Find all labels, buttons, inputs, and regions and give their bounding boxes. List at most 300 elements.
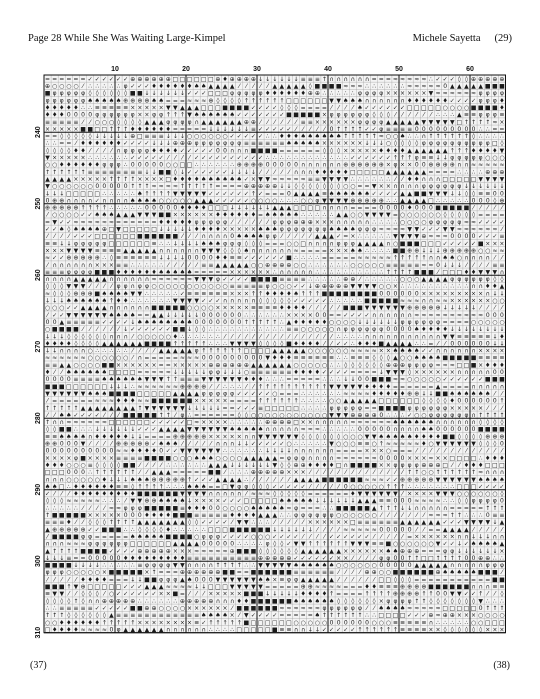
stitch-symbol: 0 bbox=[472, 197, 476, 204]
stitch-symbol: φ bbox=[415, 362, 419, 369]
stitch-symbol: × bbox=[407, 455, 412, 462]
stitch-symbol: ▼ bbox=[336, 176, 341, 183]
stitch-symbol: ▼ bbox=[457, 476, 462, 483]
stitch-symbol: □ bbox=[265, 498, 271, 505]
stitch-symbol: ≈ bbox=[336, 584, 341, 591]
stitch-symbol: ▲ bbox=[187, 390, 192, 397]
stitch-symbol: ∴ bbox=[372, 233, 376, 240]
stitch-symbol: ■ bbox=[343, 305, 349, 312]
stitch-symbol: ∩ bbox=[443, 419, 447, 426]
stitch-symbol: ♠ bbox=[215, 240, 220, 247]
stitch-symbol: ♦ bbox=[315, 340, 320, 347]
stitch-symbol: ≈ bbox=[66, 541, 71, 548]
stitch-symbol: ⁄ bbox=[279, 233, 284, 240]
stitch-symbol: × bbox=[59, 126, 64, 133]
stitch-symbol: ≈ bbox=[166, 383, 171, 390]
stitch-symbol: □ bbox=[393, 612, 399, 619]
stitch-symbol: ⊕ bbox=[372, 412, 377, 419]
stitch-symbol: ↓ bbox=[492, 333, 497, 340]
stitch-symbol: ≡ bbox=[95, 104, 100, 111]
stitch-symbol: ≡ bbox=[379, 519, 384, 526]
stitch-symbol: ≈ bbox=[308, 426, 313, 433]
stitch-symbol: □ bbox=[464, 362, 470, 369]
stitch-symbol: ∴ bbox=[315, 390, 319, 397]
stitch-symbol: ▲ bbox=[145, 519, 150, 526]
stitch-symbol: ♠ bbox=[450, 255, 455, 262]
stitch-symbol: ✓ bbox=[215, 169, 220, 176]
stitch-symbol: ♠ bbox=[329, 133, 334, 140]
stitch-symbol: ♠ bbox=[343, 97, 348, 104]
stitch-symbol: = bbox=[66, 398, 71, 405]
stitch-symbol: ◊ bbox=[96, 519, 99, 526]
stitch-symbol: ∩ bbox=[400, 312, 404, 319]
stitch-symbol: ≡ bbox=[286, 369, 291, 376]
stitch-symbol: φ bbox=[479, 90, 483, 97]
stitch-symbol: ⁄ bbox=[81, 83, 86, 90]
stitch-symbol: ✓ bbox=[393, 104, 398, 111]
stitch-symbol: φ bbox=[493, 562, 497, 569]
stitch-symbol: ◊ bbox=[117, 90, 120, 97]
stitch-symbol: ∩ bbox=[187, 562, 191, 569]
stitch-symbol: ≡ bbox=[88, 605, 93, 612]
stitch-symbol: ♠ bbox=[379, 605, 384, 612]
stitch-symbol: ■ bbox=[371, 298, 377, 305]
stitch-symbol: ◊ bbox=[103, 90, 106, 97]
stitch-symbol: ♦ bbox=[322, 462, 327, 469]
stitch-symbol: ≡ bbox=[223, 555, 228, 562]
stitch-symbol: ↑ bbox=[230, 348, 235, 355]
stitch-symbol: 0 bbox=[365, 376, 369, 383]
stitch-symbol: φ bbox=[415, 462, 419, 469]
stitch-symbol: ↑ bbox=[109, 298, 114, 305]
stitch-symbol: ◊ bbox=[330, 183, 333, 190]
stitch-symbol: ≡ bbox=[393, 584, 398, 591]
stitch-symbol: ■ bbox=[236, 104, 242, 111]
stitch-symbol: ♦ bbox=[272, 90, 277, 97]
stitch-symbol: ◊ bbox=[110, 462, 113, 469]
stitch-symbol: ⊕ bbox=[258, 162, 263, 169]
stitch-symbol: ≡ bbox=[59, 519, 64, 526]
stitch-symbol: □ bbox=[102, 584, 108, 591]
stitch-symbol: □ bbox=[158, 541, 164, 548]
stitch-symbol: ∩ bbox=[280, 269, 284, 276]
stitch-symbol: ⊕ bbox=[428, 462, 433, 469]
stitch-symbol: ⊕ bbox=[201, 383, 206, 390]
stitch-symbol: 0 bbox=[386, 290, 390, 297]
stitch-symbol: ↑ bbox=[102, 205, 107, 212]
stitch-symbol: ⁄ bbox=[485, 305, 490, 312]
stitch-symbol: ∴ bbox=[244, 469, 248, 476]
stitch-symbol: ⊕ bbox=[59, 205, 64, 212]
stitch-symbol: ∴ bbox=[46, 505, 50, 512]
stitch-symbol: ≡ bbox=[386, 126, 391, 133]
stitch-symbol: ○ bbox=[457, 255, 462, 262]
stitch-symbol: ∩ bbox=[322, 205, 326, 212]
stitch-symbol: ✓ bbox=[144, 591, 149, 598]
stitch-symbol: ✓ bbox=[244, 390, 249, 397]
stitch-symbol: ∴ bbox=[372, 83, 376, 90]
stitch-symbol: ↑ bbox=[201, 340, 206, 347]
stitch-symbol: 0 bbox=[358, 619, 362, 626]
stitch-symbol: φ bbox=[464, 140, 468, 147]
stitch-symbol: = bbox=[357, 183, 362, 190]
stitch-symbol: ≡ bbox=[137, 169, 142, 176]
stitch-symbol: ♦ bbox=[102, 476, 107, 483]
stitch-symbol: 0 bbox=[394, 498, 398, 505]
stitch-symbol: × bbox=[308, 519, 313, 526]
stitch-symbol: ♦ bbox=[130, 491, 135, 498]
stitch-symbol: ✓ bbox=[52, 312, 57, 319]
stitch-symbol: ⊕ bbox=[279, 555, 284, 562]
stitch-symbol: φ bbox=[209, 369, 213, 376]
stitch-symbol: ◊ bbox=[500, 140, 503, 147]
stitch-symbol: ■ bbox=[130, 569, 136, 576]
stitch-symbol: 0 bbox=[110, 448, 114, 455]
stitch-symbol: = bbox=[478, 576, 483, 583]
stitch-symbol: ♠ bbox=[173, 441, 178, 448]
stitch-symbol: ⁄ bbox=[393, 469, 398, 476]
stitch-symbol: ⁄ bbox=[265, 219, 270, 226]
stitch-symbol: ⁄ bbox=[201, 591, 206, 598]
stitch-symbol: ♦ bbox=[322, 169, 327, 176]
stitch-symbol: ○ bbox=[173, 162, 178, 169]
stitch-symbol: ✓ bbox=[322, 298, 327, 305]
stitch-symbol: ↓ bbox=[173, 133, 178, 140]
stitch-symbol: ♠ bbox=[322, 133, 327, 140]
stitch-symbol: ⁄ bbox=[95, 505, 100, 512]
stitch-symbol: ↓ bbox=[294, 526, 299, 533]
stitch-symbol: ✓ bbox=[215, 155, 220, 162]
stitch-symbol: ▲ bbox=[230, 476, 235, 483]
stitch-symbol: ♦ bbox=[102, 491, 107, 498]
stitch-symbol: ■ bbox=[343, 290, 349, 297]
stitch-symbol: ≡ bbox=[81, 319, 86, 326]
stitch-symbol: ✓ bbox=[201, 476, 206, 483]
stitch-symbol: ▼ bbox=[67, 283, 72, 290]
stitch-symbol: 0 bbox=[479, 197, 483, 204]
stitch-symbol: ○ bbox=[52, 162, 57, 169]
stitch-symbol: ✓ bbox=[478, 483, 483, 490]
stitch-symbol: ∴ bbox=[117, 155, 121, 162]
stitch-symbol: ○ bbox=[244, 505, 249, 512]
stitch-symbol: ■ bbox=[144, 455, 150, 462]
stitch-symbol: ∴ bbox=[308, 255, 312, 262]
stitch-symbol: ≈ bbox=[173, 183, 178, 190]
stitch-symbol: ≡ bbox=[322, 569, 327, 576]
stitch-symbol: ⁄ bbox=[294, 119, 299, 126]
stitch-symbol: ▼ bbox=[329, 197, 334, 204]
stitch-symbol: ♠ bbox=[173, 319, 178, 326]
stitch-symbol: ≈ bbox=[279, 176, 284, 183]
stitch-symbol: ∴ bbox=[436, 483, 440, 490]
stitch-symbol: ♠ bbox=[222, 112, 227, 119]
stitch-symbol: ≈ bbox=[180, 355, 185, 362]
stitch-symbol: ≈ bbox=[421, 76, 426, 83]
stitch-symbol: ⁄ bbox=[471, 205, 476, 212]
stitch-symbol: × bbox=[109, 262, 114, 269]
stitch-symbol: ≈ bbox=[471, 162, 476, 169]
stitch-symbol: ↑ bbox=[194, 183, 199, 190]
stitch-symbol: ♠ bbox=[102, 298, 107, 305]
stitch-symbol: ≈ bbox=[59, 355, 64, 362]
stitch-symbol: ⊕ bbox=[386, 362, 391, 369]
stitch-symbol: ✓ bbox=[123, 548, 128, 555]
stitch-symbol: ⁄ bbox=[73, 140, 78, 147]
stitch-symbol: = bbox=[230, 405, 235, 412]
stitch-symbol: ⊕ bbox=[499, 197, 504, 204]
stitch-symbol: ○ bbox=[315, 619, 320, 626]
stitch-symbol: ✓ bbox=[265, 112, 270, 119]
stitch-symbol: φ bbox=[216, 276, 220, 283]
stitch-symbol: φ bbox=[173, 119, 177, 126]
stitch-symbol: ∴ bbox=[465, 512, 469, 519]
stitch-symbol: ■ bbox=[144, 491, 150, 498]
stitch-symbol: × bbox=[421, 290, 426, 297]
stitch-symbol: ∩ bbox=[109, 333, 113, 340]
stitch-symbol: ⊕ bbox=[329, 283, 334, 290]
stitch-symbol: 0 bbox=[479, 398, 483, 405]
stitch-symbol: □ bbox=[109, 240, 115, 247]
stitch-symbol: ♠ bbox=[80, 369, 85, 376]
stitch-symbol: ↓ bbox=[159, 140, 164, 147]
stitch-symbol: = bbox=[123, 533, 128, 540]
stitch-symbol: = bbox=[329, 255, 334, 262]
stitch-symbol: × bbox=[336, 555, 341, 562]
stitch-symbol: ∩ bbox=[138, 355, 142, 362]
stitch-symbol: ▼ bbox=[216, 448, 221, 455]
stitch-symbol: ≈ bbox=[414, 498, 419, 505]
stitch-symbol: φ bbox=[159, 562, 163, 569]
stitch-symbol: ⊕ bbox=[201, 433, 206, 440]
stitch-symbol: ⁄ bbox=[322, 340, 327, 347]
stitch-symbol: φ bbox=[322, 605, 326, 612]
stitch-symbol: ↑ bbox=[159, 190, 164, 197]
stitch-symbol: ◊ bbox=[287, 104, 290, 111]
stitch-symbol: ↑ bbox=[457, 133, 462, 140]
stitch-symbol: ♠ bbox=[322, 598, 327, 605]
stitch-symbol: φ bbox=[209, 390, 213, 397]
stitch-symbol: ⁄ bbox=[286, 476, 291, 483]
stitch-symbol: ⊕ bbox=[251, 76, 256, 83]
stitch-symbol: ∩ bbox=[166, 247, 170, 254]
stitch-symbol: ■ bbox=[123, 569, 129, 576]
stitch-symbol: ≡ bbox=[116, 262, 121, 269]
stitch-symbol: ✓ bbox=[251, 112, 256, 119]
stitch-symbol: ▲ bbox=[315, 548, 320, 555]
stitch-symbol: ◊ bbox=[266, 340, 269, 347]
stitch-symbol: ∴ bbox=[330, 390, 334, 397]
stitch-symbol: ↑ bbox=[485, 412, 490, 419]
stitch-symbol: 0 bbox=[436, 126, 440, 133]
stitch-symbol: φ bbox=[479, 140, 483, 147]
stitch-symbol: ◊ bbox=[394, 140, 397, 147]
stitch-symbol: ✓ bbox=[372, 190, 377, 197]
stitch-symbol: ∴ bbox=[138, 205, 142, 212]
stitch-symbol: ○ bbox=[222, 455, 227, 462]
stitch-symbol: ⊕ bbox=[450, 247, 455, 254]
stitch-symbol: ♠ bbox=[187, 319, 192, 326]
stitch-symbol: ∩ bbox=[386, 97, 390, 104]
stitch-symbol: □ bbox=[414, 104, 420, 111]
stitch-symbol: ⁄ bbox=[73, 519, 78, 526]
stitch-symbol: ≈ bbox=[116, 505, 121, 512]
stitch-symbol: ▲ bbox=[180, 104, 185, 111]
stitch-symbol: ↓ bbox=[130, 433, 135, 440]
stitch-symbol: ∩ bbox=[273, 426, 277, 433]
stitch-symbol: ✓ bbox=[251, 390, 256, 397]
stitch-symbol: ∴ bbox=[337, 390, 341, 397]
stitch-symbol: ↑ bbox=[286, 383, 291, 390]
stitch-symbol: ▼ bbox=[329, 441, 334, 448]
stitch-symbol: 0 bbox=[443, 591, 447, 598]
stitch-symbol: ■ bbox=[158, 340, 164, 347]
stitch-symbol: ✓ bbox=[244, 197, 249, 204]
stitch-symbol: ↓ bbox=[59, 240, 64, 247]
stitch-symbol: = bbox=[343, 584, 348, 591]
stitch-symbol: ♠ bbox=[137, 533, 142, 540]
stitch-symbol: ∩ bbox=[436, 419, 440, 426]
stitch-symbol: = bbox=[357, 448, 362, 455]
stitch-symbol: = bbox=[208, 483, 213, 490]
stitch-symbol: φ bbox=[124, 83, 128, 90]
stitch-symbol: ↓ bbox=[343, 498, 348, 505]
stitch-symbol: ♠ bbox=[109, 376, 114, 383]
stitch-symbol: ▲ bbox=[223, 83, 228, 90]
stitch-symbol: ■ bbox=[187, 533, 193, 540]
stitch-symbol: φ bbox=[152, 112, 156, 119]
stitch-symbol: ∴ bbox=[358, 233, 362, 240]
stitch-symbol: = bbox=[308, 104, 313, 111]
stitch-symbol: × bbox=[386, 462, 391, 469]
stitch-symbol: ♦ bbox=[435, 326, 440, 333]
stitch-symbol: ○ bbox=[80, 476, 85, 483]
stitch-symbol: ♦ bbox=[73, 147, 78, 154]
stitch-symbol: ▲ bbox=[500, 283, 505, 290]
stitch-symbol: φ bbox=[365, 112, 369, 119]
stitch-symbol: □ bbox=[442, 176, 448, 183]
stitch-symbol: ○ bbox=[329, 348, 334, 355]
stitch-symbol: ✓ bbox=[279, 126, 284, 133]
stitch-symbol: ≡ bbox=[137, 562, 142, 569]
stitch-symbol: ∴ bbox=[308, 262, 312, 269]
stitch-symbol: ≡ bbox=[123, 255, 128, 262]
stitch-symbol: ↓ bbox=[265, 76, 270, 83]
stitch-symbol: □ bbox=[400, 398, 406, 405]
stitch-symbol: × bbox=[329, 519, 334, 526]
stitch-symbol: ⊕ bbox=[272, 555, 277, 562]
stitch-symbol: ◊ bbox=[174, 169, 177, 176]
stitch-symbol: = bbox=[464, 319, 469, 326]
stitch-symbol: = bbox=[279, 390, 284, 397]
stitch-symbol: ∩ bbox=[351, 219, 355, 226]
stitch-symbol: ⁄ bbox=[336, 469, 341, 476]
stitch-symbol: ≡ bbox=[109, 104, 114, 111]
stitch-symbol: ∩ bbox=[301, 162, 305, 169]
stitch-symbol: ≈ bbox=[102, 419, 107, 426]
stitch-symbol: = bbox=[45, 133, 50, 140]
stitch-symbol: = bbox=[443, 169, 448, 176]
stitch-symbol: ≡ bbox=[407, 619, 412, 626]
stitch-symbol: □ bbox=[293, 97, 299, 104]
stitch-symbol: ▼ bbox=[180, 405, 185, 412]
stitch-symbol: ◊ bbox=[273, 298, 276, 305]
stitch-symbol: ≡ bbox=[379, 541, 384, 548]
stitch-symbol: 0 bbox=[216, 312, 220, 319]
stitch-symbol: ♠ bbox=[109, 312, 114, 319]
stitch-symbol: ⁄ bbox=[237, 333, 242, 340]
stitch-symbol: 0 bbox=[486, 312, 490, 319]
stitch-symbol: ∩ bbox=[386, 312, 390, 319]
stitch-symbol: ↓ bbox=[123, 326, 128, 333]
stitch-symbol: φ bbox=[472, 140, 476, 147]
stitch-symbol: ↓ bbox=[59, 190, 64, 197]
stitch-symbol: φ bbox=[408, 598, 412, 605]
stitch-symbol: ♦ bbox=[95, 433, 100, 440]
stitch-symbol: ⁄ bbox=[102, 147, 107, 154]
stitch-symbol: ↓ bbox=[492, 183, 497, 190]
stitch-symbol: = bbox=[457, 505, 462, 512]
stitch-symbol: ♦ bbox=[66, 619, 71, 626]
stitch-symbol: ■ bbox=[102, 526, 108, 533]
stitch-symbol: ≈ bbox=[372, 419, 377, 426]
stitch-symbol: 0 bbox=[131, 162, 135, 169]
stitch-symbol: φ bbox=[472, 155, 476, 162]
stitch-symbol: ≈ bbox=[223, 548, 228, 555]
stitch-symbol: □ bbox=[222, 90, 228, 97]
stitch-symbol: ▲ bbox=[258, 512, 263, 519]
stitch-symbol: ≡ bbox=[116, 255, 121, 262]
stitch-symbol: ∴ bbox=[230, 448, 234, 455]
stitch-symbol: ♠ bbox=[258, 576, 263, 583]
stitch-symbol: ∩ bbox=[457, 562, 461, 569]
stitch-symbol: ♠ bbox=[315, 612, 320, 619]
stitch-symbol: = bbox=[279, 147, 284, 154]
stitch-symbol: ↑ bbox=[102, 469, 107, 476]
stitch-symbol: ○ bbox=[464, 491, 469, 498]
stitch-symbol: φ bbox=[95, 541, 99, 548]
stitch-symbol: ⊕ bbox=[180, 598, 185, 605]
stitch-symbol: ⁄ bbox=[421, 112, 426, 119]
stitch-symbol: ✓ bbox=[471, 240, 476, 247]
stitch-symbol: φ bbox=[74, 455, 78, 462]
stitch-symbol: 0 bbox=[209, 319, 213, 326]
stitch-symbol: ▲ bbox=[159, 469, 164, 476]
stitch-symbol: ⁄ bbox=[471, 448, 476, 455]
stitch-symbol: ▲ bbox=[45, 548, 50, 555]
stitch-symbol: ≈ bbox=[301, 176, 306, 183]
stitch-symbol: ∴ bbox=[344, 333, 348, 340]
stitch-symbol: ○ bbox=[414, 412, 419, 419]
stitch-symbol: ■ bbox=[130, 605, 136, 612]
stitch-symbol: ○ bbox=[201, 305, 206, 312]
stitch-symbol: ○ bbox=[322, 362, 327, 369]
stitch-symbol: ■ bbox=[400, 240, 406, 247]
stitch-symbol: ≈ bbox=[81, 419, 86, 426]
stitch-symbol: × bbox=[95, 176, 100, 183]
stitch-symbol: ◊ bbox=[89, 340, 92, 347]
stitch-symbol: ▲ bbox=[500, 519, 505, 526]
stitch-symbol: ▲ bbox=[287, 348, 292, 355]
stitch-symbol: = bbox=[350, 369, 355, 376]
stitch-symbol: ≡ bbox=[237, 255, 242, 262]
stitch-symbol: × bbox=[230, 226, 235, 233]
stitch-symbol: ♠ bbox=[151, 533, 156, 540]
stitch-symbol: ▲ bbox=[358, 240, 363, 247]
stitch-symbol: 0 bbox=[493, 312, 497, 319]
stitch-symbol: ▼ bbox=[386, 491, 391, 498]
stitch-symbol: 0 bbox=[408, 526, 412, 533]
stitch-symbol: = bbox=[407, 533, 412, 540]
